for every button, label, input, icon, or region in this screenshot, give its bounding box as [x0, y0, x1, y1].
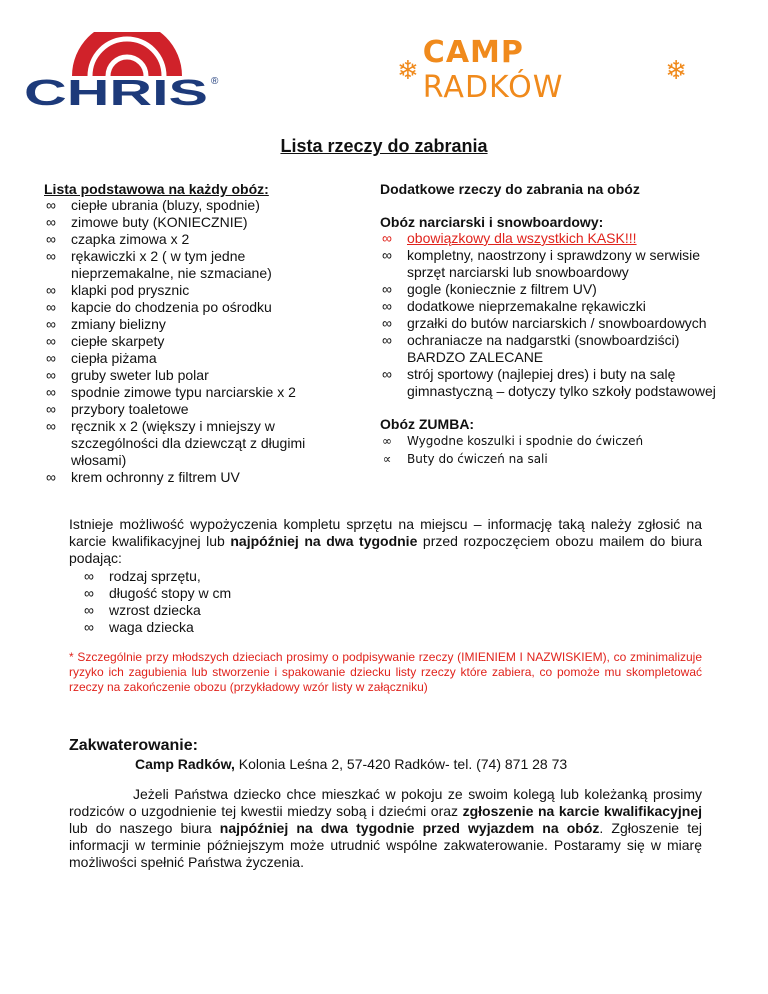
- list-item: [44, 469, 334, 486]
- radkow-word: RADKÓW: [422, 70, 564, 105]
- camp-logo-text: [423, 35, 661, 105]
- infinity-bullet-icon: ∞: [46, 333, 56, 349]
- infinity-bullet-icon: ∞: [46, 350, 56, 366]
- ski-camp-heading: Obóz narciarski i snowboardowy:: [380, 214, 604, 230]
- page-title: Lista rzeczy do zabrania: [280, 136, 488, 156]
- list-item: [380, 450, 730, 468]
- infinity-bullet-icon: ∞: [382, 247, 392, 263]
- infinity-bullet-icon: ∞: [382, 298, 392, 314]
- address-text: Kolonia Leśna 2, 57-420 Radków- tel. (74) 871 28 73: [234, 756, 568, 772]
- list-item: [380, 366, 730, 400]
- extra-list-section: [380, 181, 730, 468]
- list-item: [44, 248, 334, 282]
- infinity-bullet-icon: ∞: [46, 384, 56, 400]
- list-item: [44, 282, 334, 299]
- chris-logo: [22, 32, 227, 110]
- infinity-bullet-icon: ∞: [46, 197, 56, 213]
- accom-bold-2: najpóźniej na dwa tygodnie przed wyjazdem na obóz: [219, 820, 600, 836]
- list-item: [380, 281, 730, 298]
- list-item-text: gruby sweter lub polar: [71, 367, 209, 383]
- list-item: [44, 299, 334, 316]
- infinity-bullet-icon: ∞: [84, 568, 94, 584]
- camp-word: CAMP: [422, 35, 524, 70]
- infinity-bullet-icon: ∞: [46, 299, 56, 315]
- list-item: [44, 333, 334, 350]
- camp-radkow-logo: [397, 35, 687, 105]
- basic-list: [44, 197, 334, 486]
- list-item-text: waga dziecka: [109, 619, 194, 635]
- snowflake-icon: ❄: [665, 55, 687, 85]
- extra-list-heading: Dodatkowe rzeczy do zabrania na obóz: [380, 181, 640, 197]
- list-item: [44, 367, 334, 384]
- list-item: [44, 418, 334, 469]
- labeling-note: * Szczególnie przy młodszych dzieciach prosimy o podpisywanie rzeczy (IMIENIEM I NAZWISKIEM), co zminimalizuje ryzyko ich zagubienia lub stworzenie i spakowanie dziecku listy rzeczy które zabiera, co pomoże mu skompletować rzeczy na zakończenie obozu (przykładowy wzór listy w załączniku): [69, 650, 702, 694]
- infinity-bullet-icon: ∞: [46, 214, 56, 230]
- rental-text-end: przed rozpoczęciem obozu mailem do biura podając:: [69, 533, 702, 566]
- list-item-text: przybory toaletowe: [71, 401, 189, 417]
- list-item: [82, 602, 231, 619]
- accommodation-paragraph: [69, 786, 702, 871]
- list-item-text: gogle (koniecznie z filtrem UV): [407, 281, 597, 297]
- list-item-text: zmiany bielizny: [71, 316, 166, 332]
- camp-address: [135, 756, 567, 772]
- infinity-bullet-icon: ∞: [46, 401, 56, 417]
- snowflake-icon: ❄: [397, 55, 419, 85]
- infinity-bullet-icon: ∞: [382, 230, 392, 246]
- list-item-text: kompletny, naostrzony i sprawdzony w serwisie sprzęt narciarski lub snowboardowy: [407, 247, 701, 280]
- accommodation-heading: Zakwaterowanie:: [69, 737, 198, 754]
- list-item: [380, 315, 730, 332]
- list-item-text: ciepłe ubrania (bluzy, spodnie): [71, 197, 260, 213]
- list-item-text: strój sportowy (najlepiej dres) i buty na salę gimnastyczną – dotyczy tylko szkoły podstawowej: [407, 366, 716, 399]
- list-item-text: czapka zimowa x 2: [71, 231, 190, 247]
- registered-mark: ®: [211, 76, 219, 87]
- list-item-text: kapcie do chodzenia po ośrodku: [71, 299, 272, 315]
- camp-name: Camp Radków,: [135, 756, 235, 772]
- list-item-text: spodnie zimowe typu narciarskie x 2: [71, 384, 296, 400]
- infinity-bullet-icon: ∞: [382, 332, 392, 348]
- list-item-text: rodzaj sprzętu,: [109, 568, 201, 584]
- list-item-text: długość stopy w cm: [109, 585, 232, 601]
- list-item: [380, 230, 730, 247]
- proportional-bullet-icon: ∝: [382, 452, 392, 466]
- infinity-bullet-icon: ∞: [84, 602, 94, 618]
- list-item-text: wzrost dziecka: [109, 602, 201, 618]
- list-item-text: obowiązkowy dla wszystkich KASK!!!: [407, 230, 637, 246]
- accom-bold-1: zgłoszenie na karcie kwalifikacyjnej: [462, 803, 702, 819]
- infinity-bullet-icon: ∞: [382, 315, 392, 331]
- list-item: [44, 214, 334, 231]
- list-item-text: ciepłe skarpety: [71, 333, 165, 349]
- infinity-bullet-icon: ∞: [46, 282, 56, 298]
- infinity-bullet-icon: ∞: [46, 418, 56, 434]
- list-item-text: Buty do ćwiczeń na sali: [407, 452, 548, 466]
- chris-logo-graphic: [22, 32, 227, 110]
- list-item-text: ciepła piżama: [71, 350, 157, 366]
- list-item: [82, 568, 231, 585]
- zumba-list: [380, 432, 730, 468]
- list-item-text: rękawiczki x 2 ( w tym jedne nieprzemakalne, nie szmaciane): [71, 248, 272, 281]
- rental-paragraph: [69, 516, 702, 567]
- infinity-bullet-icon: ∞: [382, 281, 392, 297]
- zumba-camp-heading: Obóz ZUMBA:: [380, 416, 475, 432]
- infinity-bullet-icon: ∞: [46, 316, 56, 332]
- accom-text-2: lub do naszego biura: [69, 820, 220, 836]
- rental-info-list: [82, 568, 231, 636]
- accom-text-3: . Zgłoszenie tej informacji w terminie późniejszym może utrudnić wspólne zakwaterowanie. Postaramy się w miarę możliwości spełnić Państwa życzenia.: [69, 820, 702, 870]
- list-item-text: grzałki do butów narciarskich / snowboardowych: [407, 315, 707, 331]
- infinity-bullet-icon: ∞: [382, 434, 392, 448]
- chris-logo-text: CHRIS: [24, 72, 208, 110]
- list-item-text: klapki pod prysznic: [71, 282, 190, 298]
- infinity-bullet-icon: ∞: [382, 366, 392, 382]
- infinity-bullet-icon: ∞: [46, 248, 56, 264]
- list-item-text: ręcznik x 2 (większy i mniejszy w szczególności dla dziewcząt z długimi włosami): [71, 418, 306, 468]
- list-item: [44, 350, 334, 367]
- infinity-bullet-icon: ∞: [84, 585, 94, 601]
- list-item: [380, 332, 730, 366]
- list-item: [44, 197, 334, 214]
- list-item-text: krem ochronny z filtrem UV: [71, 469, 240, 485]
- list-item: [380, 432, 730, 450]
- infinity-bullet-icon: ∞: [46, 231, 56, 247]
- infinity-bullet-icon: ∞: [46, 469, 56, 485]
- list-item: [44, 316, 334, 333]
- list-item: [82, 585, 231, 602]
- list-item: [44, 401, 334, 418]
- list-item: [82, 619, 231, 636]
- list-item-text: ochraniacze na nadgarstki (snowboardziści) BARDZO ZALECANE: [407, 332, 680, 365]
- list-item: [44, 231, 334, 248]
- accom-text-1: Jeżeli Państwa dziecko chce mieszkać w pokoju ze swoim kolegą lub koleżanką prosimy rodziców o uzgodnienie tej kwestii miedzy sobą i dziećmi oraz: [69, 786, 702, 819]
- list-item: [44, 384, 334, 401]
- list-item-text: zimowe buty (KONIECZNIE): [71, 214, 248, 230]
- list-item-text: dodatkowe nieprzemakalne rękawiczki: [407, 298, 646, 314]
- rental-text: Istnieje możliwość wypożyczenia kompletu sprzętu na miejscu – informację taką należy zgłosić na karcie kwalifikacyjnej lub: [69, 516, 702, 549]
- list-item: [380, 247, 730, 281]
- basic-list-heading: Lista podstawowa na każdy obóz:: [44, 181, 269, 197]
- basic-list-section: [44, 181, 334, 486]
- rental-deadline: najpóźniej na dwa tygodnie: [230, 533, 418, 549]
- infinity-bullet-icon: ∞: [84, 619, 94, 635]
- list-item-text: Wygodne koszulki i spodnie do ćwiczeń: [407, 434, 644, 448]
- list-item: [380, 298, 730, 315]
- infinity-bullet-icon: ∞: [46, 367, 56, 383]
- ski-list: [380, 230, 730, 400]
